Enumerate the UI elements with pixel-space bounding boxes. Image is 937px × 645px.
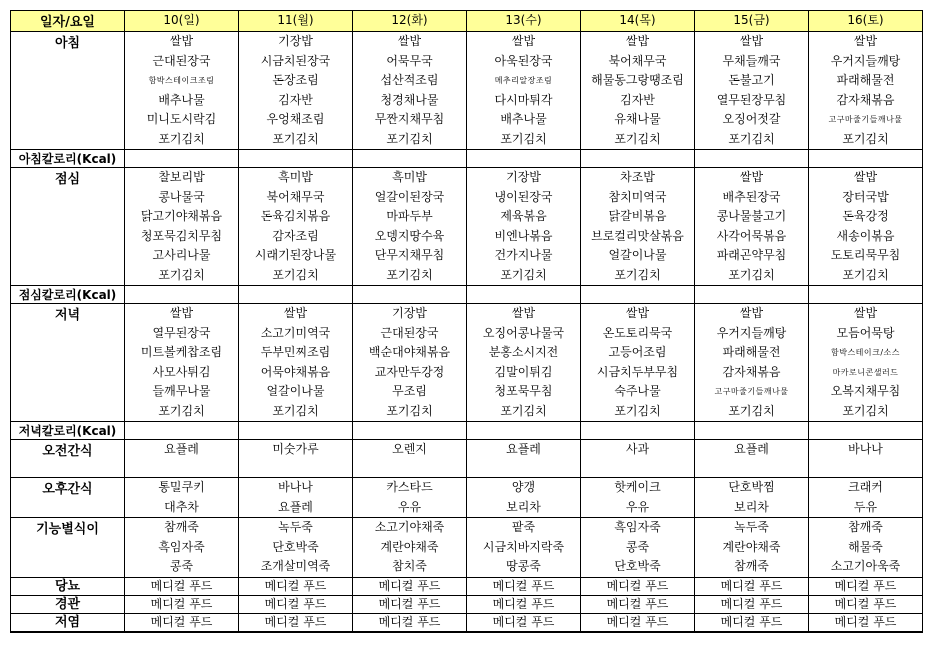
menu-item: 포기김치 — [500, 403, 547, 418]
snack-item: 미숫가루 — [272, 442, 319, 456]
menu-item: 고구마줄기들깨나물 — [714, 387, 789, 396]
menu-item: 미트볼케찹조림 — [140, 345, 223, 359]
snack-cell — [353, 478, 467, 518]
menu-item: 메추리알장조림 — [494, 76, 553, 85]
snack-cell — [809, 440, 923, 478]
snack-item: 녹두죽 — [734, 520, 769, 534]
menu-item: 포기김치 — [272, 267, 319, 282]
menu-item: 감자채볶음 — [722, 364, 781, 379]
meal-cell — [467, 304, 581, 422]
snack-cell — [125, 440, 239, 478]
snack-item: 해물죽 — [848, 539, 883, 554]
medical-cell: 메디컬 푸드 — [467, 613, 581, 632]
snack-item: 두유 — [853, 499, 878, 514]
menu-item: 쌀밥 — [739, 170, 764, 184]
menu-item: 오뎅지땅수육 — [374, 228, 445, 243]
header-day: 14(목) — [581, 11, 695, 32]
menu-item: 장터국밥 — [842, 189, 889, 204]
snack-item: 우유 — [397, 499, 422, 514]
snack-row — [11, 478, 923, 518]
meal-cell — [353, 168, 467, 286]
menu-item: 포기김치 — [842, 403, 889, 418]
snack-cell — [467, 518, 581, 578]
menu-item: 비엔나볶음 — [494, 228, 553, 243]
snack-cell — [809, 518, 923, 578]
menu-item: 시래기된장나물 — [254, 248, 337, 262]
header-day: 15(금) — [695, 11, 809, 32]
menu-item: 시금치두부무침 — [596, 364, 679, 379]
menu-item: 우거지들깨탕 — [830, 53, 901, 68]
calorie-cell — [467, 286, 581, 304]
meal-label: 점심 — [11, 168, 125, 286]
snack-cell — [353, 518, 467, 578]
medical-cell: 메디컬 푸드 — [581, 577, 695, 595]
menu-item: 들깨무나물 — [152, 384, 211, 398]
calorie-cell — [581, 150, 695, 168]
menu-item: 청포묵무침 — [494, 384, 553, 398]
menu-item: 돈장조림 — [272, 73, 319, 87]
menu-item: 쌀밥 — [169, 306, 194, 320]
header-day: 11(월) — [239, 11, 353, 32]
menu-item: 도토리묵무침 — [830, 248, 901, 262]
menu-item: 쌀밥 — [853, 170, 878, 184]
menu-item: 건가지나물 — [494, 248, 553, 262]
menu-item: 무조림 — [392, 384, 427, 398]
snack-item: 참치죽 — [392, 559, 427, 573]
menu-item: 포기김치 — [158, 131, 205, 146]
menu-item: 포기김치 — [272, 131, 319, 146]
medical-row — [11, 613, 923, 632]
menu-item: 쌀밥 — [511, 306, 536, 320]
snack-item: 카스타드 — [386, 480, 433, 494]
menu-item: 시금치된장국 — [260, 53, 331, 68]
snack-item: 참깨죽 — [164, 520, 199, 534]
meal-cell — [467, 32, 581, 150]
menu-item: 마파두부 — [386, 209, 433, 223]
menu-item: 사모사튀김 — [152, 364, 211, 379]
calorie-cell — [809, 150, 923, 168]
menu-item: 김말이튀김 — [494, 364, 553, 379]
snack-cell — [581, 440, 695, 478]
snack-label: 오후간식 — [11, 478, 125, 518]
menu-item: 함박스테이크조림 — [148, 76, 215, 85]
meal-cell — [125, 304, 239, 422]
calorie-cell — [125, 422, 239, 440]
menu-item: 쌀밥 — [625, 306, 650, 320]
menu-item: 쌀밥 — [169, 34, 194, 48]
menu-item: 숙주나물 — [614, 384, 661, 398]
calorie-cell — [239, 150, 353, 168]
snack-item: 단호박죽 — [614, 559, 661, 573]
menu-item: 포기김치 — [158, 267, 205, 282]
snack-item: 보리차 — [734, 499, 769, 514]
calorie-cell — [125, 150, 239, 168]
menu-item: 감자조림 — [272, 228, 319, 243]
meal-cell — [581, 304, 695, 422]
menu-item: 해물동그랑땡조림 — [591, 73, 684, 87]
menu-item: 파래해물전 — [722, 345, 781, 359]
meal-cell — [695, 32, 809, 150]
menu-item: 콩나물국 — [158, 189, 205, 204]
medical-cell: 메디컬 푸드 — [581, 595, 695, 613]
menu-item: 닭고기야채볶음 — [140, 209, 223, 223]
snack-item: 팥죽 — [511, 520, 536, 534]
menu-item: 포기김치 — [614, 403, 661, 418]
snack-cell — [353, 440, 467, 478]
snack-item: 콩죽 — [625, 539, 650, 554]
meal-cell — [353, 32, 467, 150]
snack-item: 보리차 — [506, 499, 541, 514]
menu-item: 닭갈비볶음 — [608, 209, 667, 223]
menu-item: 감자채볶음 — [836, 92, 895, 107]
menu-item: 쌀밥 — [625, 34, 650, 48]
medical-cell: 메디컬 푸드 — [125, 613, 239, 632]
meal-cell — [239, 168, 353, 286]
menu-item: 무채들깨국 — [722, 53, 781, 68]
snack-cell — [695, 518, 809, 578]
calorie-label: 아침칼로리(Kcal) — [11, 150, 125, 168]
medical-cell: 메디컬 푸드 — [239, 595, 353, 613]
meal-cell — [581, 32, 695, 150]
menu-item: 오징어젓갈 — [722, 112, 781, 126]
calorie-cell — [467, 422, 581, 440]
calorie-cell — [239, 422, 353, 440]
snack-cell — [809, 478, 923, 518]
menu-item: 차조밥 — [620, 170, 655, 184]
menu-item: 분홍소시지전 — [488, 345, 559, 359]
menu-item: 포기김치 — [614, 131, 661, 146]
snack-row — [11, 440, 923, 478]
menu-item: 근대된장국 — [380, 325, 439, 340]
menu-item: 교자만두강정 — [374, 364, 445, 379]
meal-cell — [125, 32, 239, 150]
menu-item: 콩나물불고기 — [716, 209, 787, 223]
menu-item: 제육볶음 — [500, 209, 547, 223]
menu-item: 백순대야채볶음 — [368, 345, 451, 359]
meal-row — [11, 304, 923, 422]
menu-item: 고사리나물 — [152, 248, 211, 262]
snack-cell — [581, 478, 695, 518]
medical-cell: 메디컬 푸드 — [695, 595, 809, 613]
meal-plan-table — [10, 10, 923, 633]
menu-item: 기장밥 — [278, 34, 313, 48]
medical-label: 경관 — [11, 595, 125, 613]
medical-cell: 메디컬 푸드 — [467, 595, 581, 613]
medical-cell: 메디컬 푸드 — [353, 613, 467, 632]
menu-item: 어묵야채볶음 — [260, 364, 331, 379]
header-day: 10(일) — [125, 11, 239, 32]
snack-item: 대추차 — [164, 499, 199, 514]
snack-item: 참깨죽 — [848, 520, 883, 534]
menu-item: 오복지채무침 — [830, 384, 901, 398]
menu-item: 우엉채조림 — [266, 112, 325, 126]
calorie-row — [11, 422, 923, 440]
calorie-cell — [353, 150, 467, 168]
medical-cell: 메디컬 푸드 — [353, 577, 467, 595]
medical-row — [11, 577, 923, 595]
menu-item: 돈육강정 — [842, 209, 889, 223]
medical-cell: 메디컬 푸드 — [581, 613, 695, 632]
meal-cell — [695, 304, 809, 422]
snack-item: 참깨죽 — [734, 559, 769, 573]
medical-cell: 메디컬 푸드 — [239, 613, 353, 632]
medical-cell: 메디컬 푸드 — [239, 577, 353, 595]
calorie-cell — [695, 422, 809, 440]
meal-cell — [809, 168, 923, 286]
meal-cell — [353, 304, 467, 422]
menu-item: 고구마줄기들깨나물 — [828, 115, 903, 124]
menu-item: 아욱된장국 — [494, 53, 553, 68]
calorie-cell — [809, 286, 923, 304]
snack-item: 소고기아욱죽 — [830, 559, 901, 573]
menu-item: 포기김치 — [386, 131, 433, 146]
menu-item: 고등어조림 — [608, 345, 667, 359]
snack-item: 단호박찜 — [728, 480, 775, 494]
medical-row — [11, 595, 923, 613]
menu-item: 얼갈이나물 — [266, 384, 325, 398]
meal-cell — [125, 168, 239, 286]
calorie-cell — [581, 422, 695, 440]
calorie-row — [11, 286, 923, 304]
meal-row — [11, 32, 923, 150]
snack-item: 요플레 — [164, 442, 199, 456]
menu-item: 열무된장국 — [152, 325, 211, 340]
calorie-row — [11, 150, 923, 168]
snack-cell — [467, 440, 581, 478]
snack-item: 시금치바지락죽 — [482, 539, 565, 554]
snack-item: 요플레 — [506, 442, 541, 456]
menu-item: 김자반 — [278, 92, 313, 107]
menu-item: 근대된장국 — [152, 53, 211, 68]
menu-item: 돈불고기 — [728, 73, 775, 87]
snack-item: 핫케이크 — [614, 480, 661, 494]
menu-item: 배추나물 — [500, 112, 547, 126]
snack-item: 조개살미역죽 — [260, 559, 331, 573]
snack-cell — [239, 518, 353, 578]
medical-cell: 메디컬 푸드 — [809, 595, 923, 613]
snack-item: 통밀쿠키 — [158, 480, 205, 494]
medical-cell: 메디컬 푸드 — [125, 595, 239, 613]
calorie-cell — [353, 286, 467, 304]
snack-item: 양갱 — [511, 480, 536, 494]
calorie-cell — [581, 286, 695, 304]
snack-cell — [695, 440, 809, 478]
menu-item: 쌀밥 — [397, 34, 422, 48]
menu-item: 유채나물 — [614, 112, 661, 126]
menu-item: 배추된장국 — [722, 189, 781, 204]
menu-item: 무짠지채무침 — [374, 112, 445, 126]
calorie-cell — [125, 286, 239, 304]
meal-cell — [809, 304, 923, 422]
snack-item: 소고기야채죽 — [374, 520, 445, 534]
snack-item: 바나나 — [848, 442, 883, 456]
snack-item: 계란야채죽 — [380, 539, 439, 554]
snack-label: 오전간식 — [11, 440, 125, 478]
meal-cell — [695, 168, 809, 286]
menu-item: 모듬어묵탕 — [836, 325, 895, 340]
menu-item: 우거지들깨탕 — [716, 325, 787, 340]
menu-item: 포기김치 — [842, 131, 889, 146]
menu-item: 얼갈이나물 — [608, 248, 667, 262]
calorie-cell — [467, 150, 581, 168]
menu-item: 김자반 — [620, 92, 655, 107]
menu-item: 열무된장무침 — [716, 92, 787, 107]
snack-item: 요플레 — [734, 442, 769, 456]
menu-item: 소고기미역국 — [260, 325, 331, 340]
snack-item: 녹두죽 — [278, 520, 313, 534]
header-day: 16(토) — [809, 11, 923, 32]
menu-item: 포기김치 — [158, 403, 205, 418]
meal-label: 아침 — [11, 32, 125, 150]
menu-item: 브로컬리맛살볶음 — [591, 228, 684, 243]
menu-item: 함박스테이크/소스 — [830, 348, 901, 357]
meal-cell — [467, 168, 581, 286]
menu-item: 파래곤약무침 — [716, 248, 787, 262]
menu-item: 기장밥 — [392, 306, 427, 320]
snack-item: 크래커 — [848, 480, 883, 494]
header-day: 13(수) — [467, 11, 581, 32]
menu-item: 청경채나물 — [380, 92, 439, 107]
menu-item: 사각어묵볶음 — [716, 228, 787, 243]
meal-row — [11, 168, 923, 286]
snack-cell — [239, 478, 353, 518]
snack-item: 흑임자죽 — [614, 520, 661, 534]
calorie-label: 점심칼로리(Kcal) — [11, 286, 125, 304]
menu-item: 참치미역국 — [608, 189, 667, 204]
menu-item: 쌀밥 — [853, 34, 878, 48]
snack-item: 콩죽 — [169, 559, 194, 573]
menu-item: 돈육김치볶음 — [260, 209, 331, 223]
snack-label: 기능별식이 — [11, 518, 125, 578]
menu-item: 파래해물전 — [836, 73, 895, 87]
menu-item: 포기김치 — [386, 403, 433, 418]
snack-cell — [239, 440, 353, 478]
medical-label: 당뇨 — [11, 577, 125, 595]
menu-item: 쌀밥 — [283, 306, 308, 320]
menu-item: 포기김치 — [500, 267, 547, 282]
snack-item: 흑임자죽 — [158, 539, 205, 554]
medical-label: 저염 — [11, 613, 125, 632]
snack-item: 바나나 — [278, 480, 313, 494]
menu-item: 흑미밥 — [278, 170, 313, 184]
medical-cell: 메디컬 푸드 — [467, 577, 581, 595]
menu-item: 두부민찌조림 — [260, 345, 331, 359]
snack-cell — [695, 478, 809, 518]
calorie-label: 저녁칼로리(Kcal) — [11, 422, 125, 440]
header-row — [11, 11, 923, 32]
menu-item: 포기김치 — [842, 267, 889, 282]
snack-item: 계란야채죽 — [722, 539, 781, 554]
snack-item: 사과 — [625, 442, 650, 456]
menu-item: 새송이볶음 — [836, 228, 895, 243]
medical-cell: 메디컬 푸드 — [353, 595, 467, 613]
menu-item: 다시마튀각 — [494, 92, 553, 107]
snack-row — [11, 518, 923, 578]
snack-item: 단호박죽 — [272, 539, 319, 554]
meal-cell — [239, 32, 353, 150]
menu-item: 북어채무국 — [608, 53, 667, 68]
snack-cell — [125, 478, 239, 518]
menu-item: 온도토리묵국 — [602, 325, 673, 340]
header-day: 12(화) — [353, 11, 467, 32]
menu-item: 포기김치 — [272, 403, 319, 418]
menu-item: 쌀밥 — [739, 306, 764, 320]
menu-item: 포기김치 — [728, 403, 775, 418]
menu-item: 포기김치 — [386, 267, 433, 282]
menu-item: 쌀밥 — [853, 306, 878, 320]
medical-cell: 메디컬 푸드 — [125, 577, 239, 595]
menu-item: 쌀밥 — [511, 34, 536, 48]
menu-item: 포기김치 — [728, 131, 775, 146]
menu-item: 포기김치 — [500, 131, 547, 146]
menu-item: 포기김치 — [728, 267, 775, 282]
menu-item: 섭산적조림 — [380, 73, 439, 87]
meal-label: 저녁 — [11, 304, 125, 422]
medical-cell: 메디컬 푸드 — [809, 577, 923, 595]
menu-item: 포기김치 — [614, 267, 661, 282]
snack-cell — [581, 518, 695, 578]
menu-item: 북어채무국 — [266, 189, 325, 204]
snack-item: 우유 — [625, 499, 650, 514]
menu-item: 어묵무국 — [386, 53, 433, 68]
meal-cell — [239, 304, 353, 422]
calorie-cell — [239, 286, 353, 304]
menu-item: 청포묵김치무침 — [140, 228, 223, 243]
snack-cell — [467, 478, 581, 518]
snack-item: 오렌지 — [392, 442, 427, 456]
calorie-cell — [695, 150, 809, 168]
menu-item: 배추나물 — [158, 92, 205, 107]
calorie-cell — [353, 422, 467, 440]
menu-item: 얼갈이된장국 — [374, 189, 445, 204]
calorie-cell — [809, 422, 923, 440]
meal-cell — [581, 168, 695, 286]
menu-item: 쌀밥 — [739, 34, 764, 48]
menu-item: 단무지채무침 — [374, 248, 445, 262]
menu-item: 오징어콩나물국 — [482, 325, 565, 340]
menu-item: 미니도시락김 — [146, 112, 217, 126]
snack-cell — [125, 518, 239, 578]
header-corner: 일자/요일 — [11, 11, 125, 32]
medical-cell: 메디컬 푸드 — [695, 577, 809, 595]
menu-item: 찰보리밥 — [158, 170, 205, 184]
medical-cell: 메디컬 푸드 — [809, 613, 923, 632]
menu-item: 흑미밥 — [392, 170, 427, 184]
snack-item: 요플레 — [278, 499, 313, 514]
menu-item: 냉이된장국 — [494, 189, 553, 204]
menu-item: 마카로니콘샐러드 — [832, 367, 899, 377]
medical-cell: 메디컬 푸드 — [695, 613, 809, 632]
menu-item: 기장밥 — [506, 170, 541, 184]
calorie-cell — [695, 286, 809, 304]
meal-cell — [809, 32, 923, 150]
snack-item: 땅콩죽 — [506, 559, 541, 573]
